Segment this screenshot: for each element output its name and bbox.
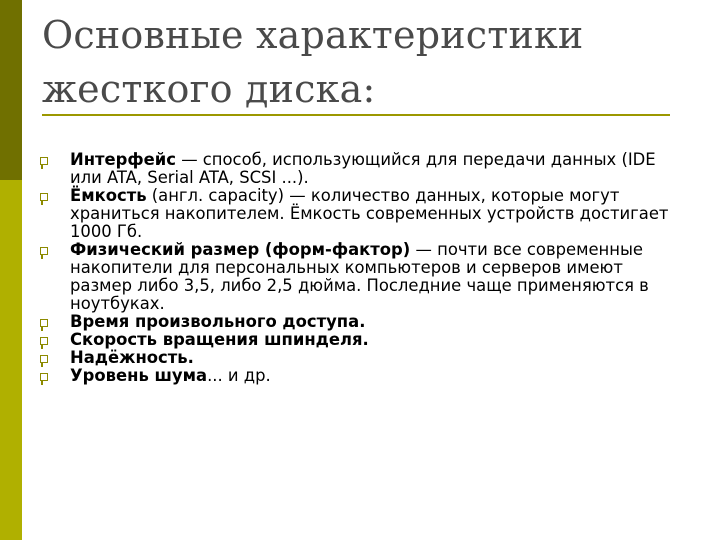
item-term: Физический размер (форм-фактор) (70, 240, 411, 259)
item-term: Скорость вращения шпинделя. (70, 330, 369, 349)
bullet-icon (40, 355, 48, 363)
list-item-reliability (40, 349, 680, 367)
list-item-interface (40, 151, 680, 187)
item-description: — почти все современные накопители для персональных компьютеров и серверов имеют размер либо 3,5, либо 2,5 дюйма. Последние чаще применяются в ноутбуках. (70, 240, 649, 313)
item-term: Время произвольного доступа. (70, 312, 366, 331)
sidebar-accent-dark (0, 0, 22, 180)
list-item-spindle-speed (40, 331, 680, 349)
bullet-icon (40, 157, 48, 165)
bullet-icon (40, 319, 48, 327)
list-item-capacity (40, 187, 680, 241)
item-description: — способ, использующийся для передачи данных (IDE или ATA, Serial ATA, SCSI ...). (70, 150, 656, 187)
item-term: Интерфейс (70, 150, 176, 169)
slide-title-line-2: жесткого диска: (42, 67, 376, 111)
item-description: ... и др. (207, 366, 271, 385)
list-item-noise-level (40, 367, 680, 385)
list-item-access-time (40, 313, 680, 331)
bullet-icon (40, 373, 48, 381)
bullet-icon (40, 247, 48, 255)
item-description: (англ. capacity) — количество данных, которые могут храниться накопителем. Ёмкость современных устройств достигает 1000 Гб. (70, 186, 669, 241)
sidebar-accent-light (0, 180, 22, 540)
list-item-form-factor (40, 241, 680, 313)
bullet-icon (40, 337, 48, 345)
item-term: Надёжность. (70, 348, 194, 367)
slide-title (42, 8, 682, 116)
slide-title-line-1: Основные характеристики (42, 13, 584, 57)
item-term: Ёмкость (70, 186, 147, 205)
characteristics-list (40, 151, 680, 385)
bullet-icon (40, 193, 48, 201)
title-underline (42, 114, 670, 116)
item-term: Уровень шума (70, 366, 208, 385)
